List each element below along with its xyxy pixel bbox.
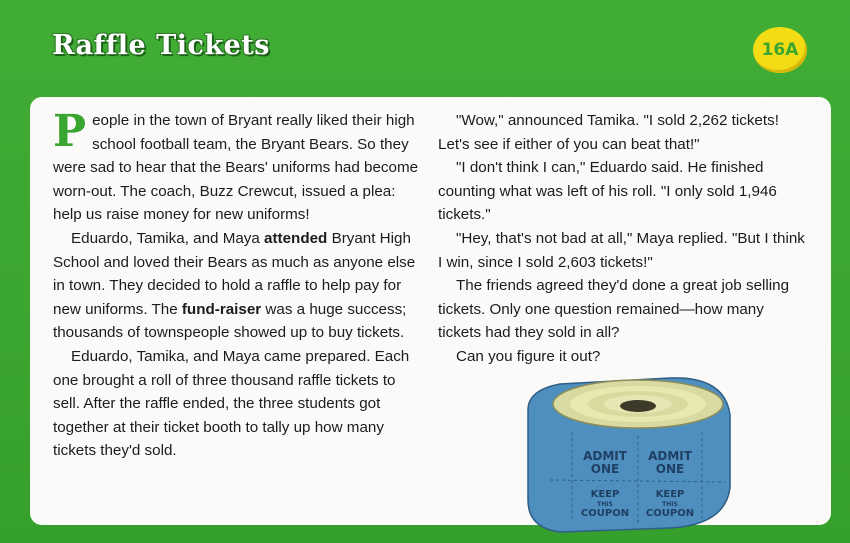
paragraph-3: Eduardo, Tamika, and Maya came prepared. Each one brought a roll of three thousand raffle tickets to sell. After the raffle ended, the three students got together at their ticket booth to tally up how many tickets they'd sold. xyxy=(53,347,410,460)
ticket-coupon-2: COUPON xyxy=(645,508,695,519)
page-title: Raffle Tickets xyxy=(52,30,270,61)
ticket-roll-illustration xyxy=(520,370,740,540)
paragraph-1-text: eople in the town of Bryant really liked their high school football team, the Bryant Bears. So they were sad to hear that the Bears' uniforms had become worn-out. The coach, Buzz Crewcut, issued a plea: help us raise money for new uniforms! xyxy=(53,112,419,224)
ticket-this-2: THIS xyxy=(662,501,678,508)
paragraph-7: The friends agreed they'd done a great job selling tickets. Only one question remained—how many tickets had they sold in all? xyxy=(438,277,790,342)
paragraph-2 xyxy=(53,227,423,345)
paragraph-2-part-a: Eduardo, Tamika, and Maya xyxy=(71,229,265,247)
paragraph-6: "Hey, that's not bad at all," Maya replied. "But I think I win, since I sold 2,603 tickets!" xyxy=(438,229,805,271)
ticket-coupon-1: COUPON xyxy=(580,508,630,519)
paragraph-5: "I don't think I can," Eduardo said. He finished counting what was left of his roll. "I only sold 1,946 tickets." xyxy=(438,159,777,224)
ticket-keep-1: KEEP xyxy=(590,489,620,500)
drop-cap: P xyxy=(53,106,87,157)
paragraph-2-part-c: was a huge success; thousands of townspeople showed up to buy tickets. xyxy=(53,300,407,342)
vocab-attended: attended xyxy=(264,229,328,247)
ticket-admit-1: ADMIT xyxy=(583,449,627,463)
paragraph-1 xyxy=(53,106,423,227)
story-column-right xyxy=(438,109,808,369)
paragraph-4: "Wow," announced Tamika. "I sold 2,262 tickets! Let's see if either of you can beat that!" xyxy=(438,112,779,153)
paragraph-2-part-b: Bryant High School and loved their Bears as much as anyone else in town. They decided to hold a raffle to help pay for new uniforms. The xyxy=(53,229,416,318)
story-column-left xyxy=(53,106,423,463)
ticket-this-1: THIS xyxy=(597,501,613,508)
ticket-one-2: ONE xyxy=(655,462,685,476)
ticket-admit-2: ADMIT xyxy=(648,449,692,463)
vocab-fund-raiser: fund-raiser xyxy=(181,300,262,318)
paragraph-8: Can you figure it out? xyxy=(456,347,601,365)
ticket-keep-2: KEEP xyxy=(655,489,685,500)
lesson-badge: 16A xyxy=(753,27,807,73)
ticket-one-1: ONE xyxy=(590,462,620,476)
